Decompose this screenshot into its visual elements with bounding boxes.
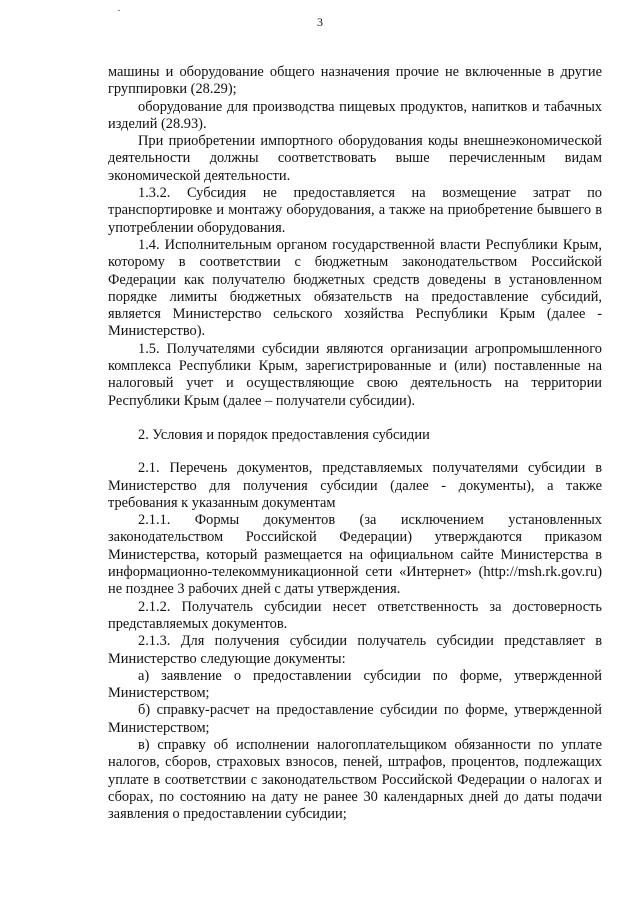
scan-speck	[118, 10, 120, 11]
list-item: б) справку-расчет на предоставление субсидии по форме, утвержденной Министерством;	[108, 702, 602, 736]
paragraph: машины и оборудование общего назначения прочие не включенные в другие группировки (28.29);	[108, 64, 602, 98]
list-item: в) справку об исполнении налогоплательщиком обязанности по уплате налогов, сборов, страховых взносов, пеней, штрафов, процентов, подлежащих уплате в соответствии с законодательством Российской Федерации о налогах и сборах, по состоянию на дату не ранее 30 календарных дней до даты подачи заявления о предоставлении субсидии;	[108, 736, 602, 823]
paragraph: При приобретении импортного оборудования коды внешнеэкономической деятельности должны соответствовать выше перечисленным видам экономической деятельности.	[108, 133, 602, 184]
paragraph: 2.1.3. Для получения субсидии получатель субсидии представляет в Министерство следующие документы:	[108, 633, 602, 667]
paragraph: 2.1. Перечень документов, представляемых получателями субсидии в Министерство для получения субсидии (далее - документы), а также требования к указанным документам	[108, 460, 602, 511]
paragraph: 2.1.1. Формы документов (за исключением установленных законодательством Российской Федерации) утверждаются приказом Министерства, который размещается на официальном сайте Министерства в информационно-телекоммуникационной сети «Интернет» (http://msh.rk.gov.ru) не позднее 3 рабочих дней с даты утверждения.	[108, 512, 602, 598]
page-number: 3	[317, 15, 323, 29]
paragraph: 1.5. Получателями субсидии являются организации агропромышленного комплекса Республики Крым, зарегистрированные и (или) поставленные на налоговый учет и осуществляющие свою деятельность на территории Республики Крым (далее – получатели субсидии).	[108, 340, 602, 409]
paragraph: оборудование для производства пищевых продуктов, напитков и табачных изделий (28.93).	[108, 98, 602, 132]
list-item: а) заявление о предоставлении субсидии по форме, утвержденной Министерством;	[108, 667, 602, 702]
section-heading: 2. Условия и порядок предоставления субсидии	[138, 426, 430, 443]
paragraph: 1.4. Исполнительным органом государственной власти Республики Крым, которому в соответствии с бюджетным законодательством Российской Федерации как получателю бюджетных средств доведены в установленном порядке лимиты бюджетных обязательств на предоставление субсидий, является Министерство сельского хозяйства Республики Крым (далее - Министерство).	[108, 236, 602, 340]
paragraph: 1.3.2. Субсидия не предоставляется на возмещение затрат по транспортировке и монтажу оборудования, а также на приобретение бывшего в употреблении оборудования.	[108, 185, 602, 236]
document-body	[108, 64, 602, 823]
paragraph: 2.1.2. Получатель субсидии несет ответственность за достоверность представляемых документов.	[108, 598, 602, 632]
